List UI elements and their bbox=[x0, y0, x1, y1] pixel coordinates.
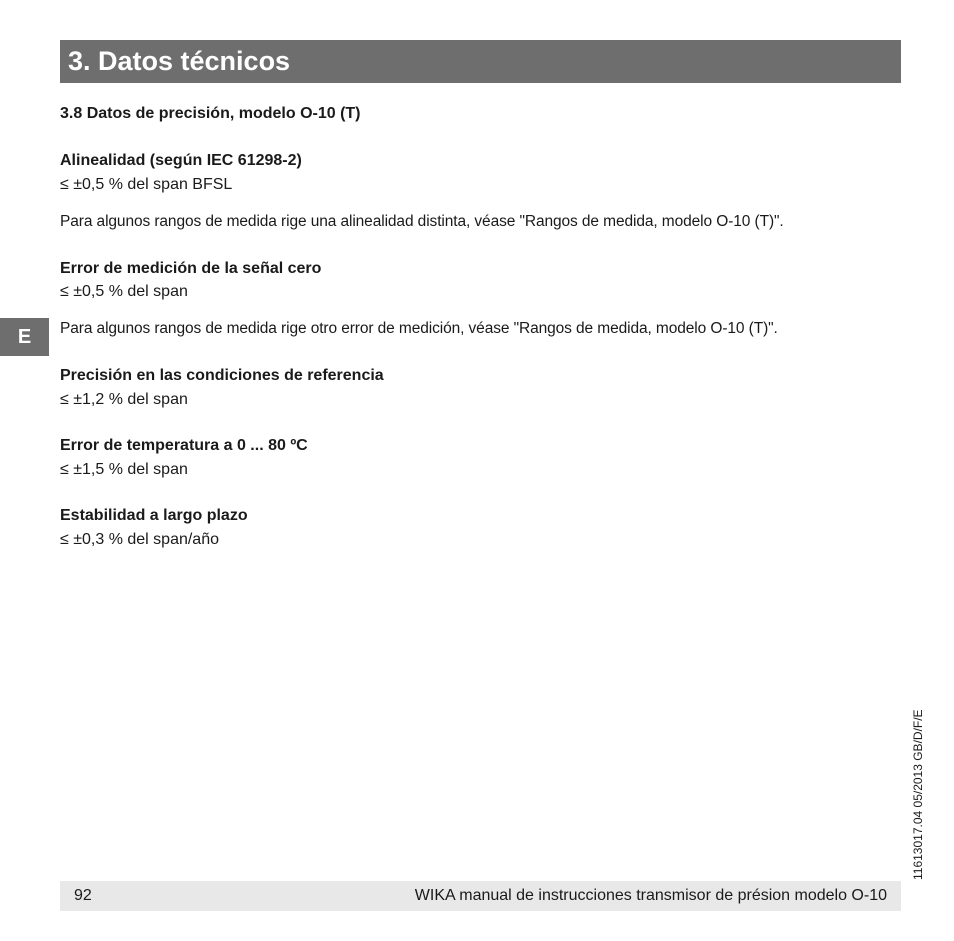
accuracy-label: Precisión en las condiciones de referencia bbox=[60, 367, 384, 384]
section-heading: 3.8 Datos de precisión, modelo O-10 (T) bbox=[60, 105, 361, 122]
accuracy-value: ≤ ±1,2 % del span bbox=[60, 391, 188, 408]
footer-title: WIKA manual de instrucciones transmisor de présion modelo O-10 bbox=[414, 887, 887, 904]
stability-label: Estabilidad a largo plazo bbox=[60, 507, 248, 524]
stability-value: ≤ ±0,3 % del span/año bbox=[60, 531, 219, 548]
chapter-header bbox=[60, 40, 901, 83]
zero-error-label: Error de medición de la señal cero bbox=[60, 260, 322, 277]
linearity-note: Para algunos rangos de medida rige una alinealidad distinta, véase "Rangos de medida, modelo O-10 (T)". bbox=[60, 213, 784, 230]
language-tab: E bbox=[0, 318, 49, 356]
temperature-error-value: ≤ ±1,5 % del span bbox=[60, 461, 188, 478]
zero-error-note: Para algunos rangos de medida rige otro error de medición, véase "Rangos de medida, modelo O-10 (T)". bbox=[60, 320, 778, 337]
chapter-title: 3. Datos técnicos bbox=[68, 46, 291, 76]
zero-error-value: ≤ ±0,5 % del span bbox=[60, 283, 188, 300]
document-code: 11613017.04 05/2013 GB/D/F/E bbox=[911, 709, 925, 880]
temperature-error-label: Error de temperatura a 0 ... 80 ºC bbox=[60, 437, 308, 454]
page-number: 92 bbox=[74, 887, 92, 904]
linearity-value: ≤ ±0,5 % del span BFSL bbox=[60, 176, 233, 193]
page-footer bbox=[60, 881, 901, 911]
linearity-label: Alinealidad (según IEC 61298-2) bbox=[60, 152, 302, 169]
